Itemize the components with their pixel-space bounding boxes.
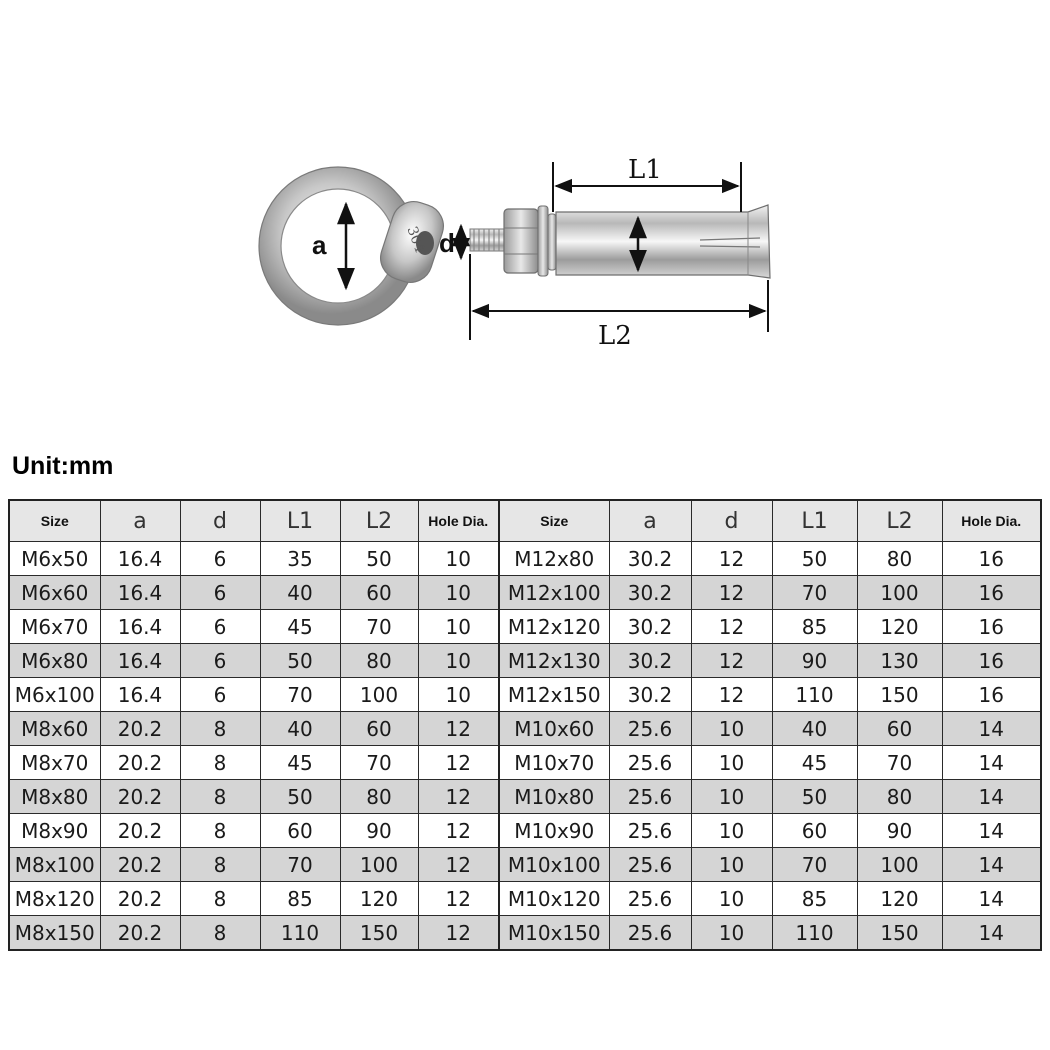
cell-l1: 85 <box>260 882 340 916</box>
cell-hole-dia: 10 <box>418 610 499 644</box>
cell-size: M6x70 <box>9 610 100 644</box>
cell-l2: 120 <box>857 882 942 916</box>
cell-d: 6 <box>180 576 260 610</box>
cell-a: 16.4 <box>100 644 180 678</box>
cell-d: 8 <box>180 746 260 780</box>
cell-a: 16.4 <box>100 610 180 644</box>
cell-l2: 90 <box>857 814 942 848</box>
cell-hole-dia: 14 <box>942 916 1041 951</box>
cell-size: M12x150 <box>499 678 609 712</box>
cell-hole-dia: 14 <box>942 882 1041 916</box>
cell-l2: 120 <box>340 882 418 916</box>
material-stamp: 304 <box>403 224 428 255</box>
cell-hole-dia: 14 <box>942 848 1041 882</box>
cell-l2: 50 <box>340 542 418 576</box>
cell-size: M10x150 <box>499 916 609 951</box>
cell-hole-dia: 10 <box>418 576 499 610</box>
hex-nut <box>504 209 538 273</box>
cell-size: M10x100 <box>499 848 609 882</box>
header-l2: L2 <box>857 500 942 542</box>
cell-l1: 70 <box>772 576 857 610</box>
cell-l1: 110 <box>260 916 340 951</box>
cell-a: 20.2 <box>100 746 180 780</box>
cell-l1: 70 <box>260 678 340 712</box>
table-row <box>9 610 1041 644</box>
cell-d: 6 <box>180 610 260 644</box>
table-row <box>9 848 1041 882</box>
cell-l2: 150 <box>857 916 942 951</box>
cell-d: 8 <box>180 848 260 882</box>
cell-l2: 100 <box>340 848 418 882</box>
cell-hole-dia: 10 <box>418 644 499 678</box>
cell-a: 20.2 <box>100 814 180 848</box>
cell-l2: 90 <box>340 814 418 848</box>
dim-a-label: a <box>312 230 327 260</box>
table-row <box>9 916 1041 951</box>
cell-a: 20.2 <box>100 848 180 882</box>
cell-l1: 110 <box>772 678 857 712</box>
cell-l2: 60 <box>857 712 942 746</box>
table-row <box>9 542 1041 576</box>
table-row <box>9 780 1041 814</box>
table-row <box>9 712 1041 746</box>
cell-a: 25.6 <box>609 916 691 951</box>
cell-size: M12x130 <box>499 644 609 678</box>
cell-l1: 40 <box>772 712 857 746</box>
cell-hole-dia: 16 <box>942 678 1041 712</box>
cell-d: 6 <box>180 678 260 712</box>
header-hole-dia: Hole Dia. <box>418 500 499 542</box>
cell-d: 8 <box>180 882 260 916</box>
cell-l2: 80 <box>857 780 942 814</box>
cell-hole-dia: 12 <box>418 746 499 780</box>
cell-size: M8x60 <box>9 712 100 746</box>
cell-a: 30.2 <box>609 576 691 610</box>
dim-d-label: d <box>439 228 455 258</box>
cell-size: M10x120 <box>499 882 609 916</box>
cell-hole-dia: 16 <box>942 576 1041 610</box>
cell-a: 30.2 <box>609 644 691 678</box>
cell-d: 10 <box>691 916 772 951</box>
cell-a: 25.6 <box>609 882 691 916</box>
cell-d: 8 <box>180 814 260 848</box>
header-size: Size <box>9 500 100 542</box>
cell-l2: 150 <box>857 678 942 712</box>
cell-size: M6x50 <box>9 542 100 576</box>
cell-a: 25.6 <box>609 712 691 746</box>
cell-hole-dia: 14 <box>942 746 1041 780</box>
cell-hole-dia: 10 <box>418 542 499 576</box>
eye-bolt-diagram <box>0 0 1050 440</box>
cell-a: 25.6 <box>609 746 691 780</box>
header-a: a <box>100 500 180 542</box>
cell-a: 25.6 <box>609 814 691 848</box>
cell-d: 12 <box>691 542 772 576</box>
cell-size: M6x100 <box>9 678 100 712</box>
cell-hole-dia: 12 <box>418 848 499 882</box>
cell-hole-dia: 14 <box>942 780 1041 814</box>
cell-a: 25.6 <box>609 780 691 814</box>
header-l1: L1 <box>260 500 340 542</box>
cell-d: 6 <box>180 644 260 678</box>
table-body <box>9 542 1041 951</box>
cell-size: M8x80 <box>9 780 100 814</box>
cell-l2: 120 <box>857 610 942 644</box>
cell-l1: 60 <box>260 814 340 848</box>
washer <box>538 206 548 276</box>
cell-d: 8 <box>180 780 260 814</box>
cell-l2: 100 <box>857 848 942 882</box>
cell-d: 12 <box>691 678 772 712</box>
dim-l1-label: L1 <box>628 155 662 185</box>
cell-size: M10x70 <box>499 746 609 780</box>
cell-a: 30.2 <box>609 610 691 644</box>
header-d: d <box>691 500 772 542</box>
cell-size: M8x90 <box>9 814 100 848</box>
cell-a: 20.2 <box>100 780 180 814</box>
header-l1: L1 <box>772 500 857 542</box>
cell-l2: 70 <box>857 746 942 780</box>
header-hole-dia: Hole Dia. <box>942 500 1041 542</box>
cell-l1: 60 <box>772 814 857 848</box>
cell-hole-dia: 12 <box>418 814 499 848</box>
cell-size: M6x80 <box>9 644 100 678</box>
cell-size: M8x150 <box>9 916 100 951</box>
cell-d: 10 <box>691 712 772 746</box>
cell-size: M10x80 <box>499 780 609 814</box>
cell-a: 16.4 <box>100 576 180 610</box>
cell-hole-dia: 14 <box>942 814 1041 848</box>
cell-a: 30.2 <box>609 542 691 576</box>
table-row <box>9 644 1041 678</box>
cell-l1: 45 <box>772 746 857 780</box>
cell-size: M12x120 <box>499 610 609 644</box>
cell-l1: 50 <box>772 542 857 576</box>
cell-size: M10x90 <box>499 814 609 848</box>
cell-a: 20.2 <box>100 882 180 916</box>
cell-l1: 110 <box>772 916 857 951</box>
cell-l1: 50 <box>260 780 340 814</box>
cell-l1: 90 <box>772 644 857 678</box>
cell-d: 10 <box>691 746 772 780</box>
cell-a: 16.4 <box>100 678 180 712</box>
cell-l2: 80 <box>340 780 418 814</box>
cell-d: 10 <box>691 780 772 814</box>
table-row <box>9 746 1041 780</box>
cell-hole-dia: 12 <box>418 916 499 951</box>
cell-size: M12x80 <box>499 542 609 576</box>
cell-l1: 70 <box>260 848 340 882</box>
cell-d: 8 <box>180 712 260 746</box>
cell-hole-dia: 14 <box>942 712 1041 746</box>
cell-hole-dia: 16 <box>942 610 1041 644</box>
cell-a: 30.2 <box>609 678 691 712</box>
cell-hole-dia: 10 <box>418 678 499 712</box>
cell-d: 12 <box>691 610 772 644</box>
cell-d: 12 <box>691 576 772 610</box>
cell-l2: 70 <box>340 610 418 644</box>
cell-d: 12 <box>691 644 772 678</box>
cell-l1: 45 <box>260 746 340 780</box>
header-d: d <box>180 500 260 542</box>
cell-l2: 100 <box>340 678 418 712</box>
cell-l1: 70 <box>772 848 857 882</box>
spec-table <box>8 499 1042 951</box>
cell-l1: 85 <box>772 610 857 644</box>
cell-l1: 40 <box>260 576 340 610</box>
cell-a: 20.2 <box>100 712 180 746</box>
cell-d: 10 <box>691 814 772 848</box>
cell-d: 10 <box>691 848 772 882</box>
table-row <box>9 814 1041 848</box>
dim-l2-label: L2 <box>598 321 632 351</box>
cell-hole-dia: 16 <box>942 542 1041 576</box>
cell-hole-dia: 12 <box>418 780 499 814</box>
cell-size: M8x120 <box>9 882 100 916</box>
cell-size: M12x100 <box>499 576 609 610</box>
cell-l1: 50 <box>772 780 857 814</box>
cell-l2: 80 <box>857 542 942 576</box>
table-row <box>9 678 1041 712</box>
cell-d: 8 <box>180 916 260 951</box>
cell-l1: 45 <box>260 610 340 644</box>
cell-l2: 80 <box>340 644 418 678</box>
table-row <box>9 576 1041 610</box>
cell-l1: 40 <box>260 712 340 746</box>
cell-size: M6x60 <box>9 576 100 610</box>
cell-size: M10x60 <box>499 712 609 746</box>
cell-hole-dia: 12 <box>418 712 499 746</box>
cell-l2: 60 <box>340 576 418 610</box>
cell-d: 6 <box>180 542 260 576</box>
cell-l2: 150 <box>340 916 418 951</box>
header-l2: L2 <box>340 500 418 542</box>
cell-size: M8x100 <box>9 848 100 882</box>
header-size: Size <box>499 500 609 542</box>
spring-washer <box>548 214 556 270</box>
cell-l2: 130 <box>857 644 942 678</box>
cell-l2: 100 <box>857 576 942 610</box>
cell-l1: 50 <box>260 644 340 678</box>
table-row <box>9 882 1041 916</box>
cell-l2: 70 <box>340 746 418 780</box>
cell-l1: 85 <box>772 882 857 916</box>
cell-l1: 35 <box>260 542 340 576</box>
cell-a: 20.2 <box>100 916 180 951</box>
unit-title: Unit:mm <box>12 452 114 480</box>
header-a: a <box>609 500 691 542</box>
cell-a: 16.4 <box>100 542 180 576</box>
cell-a: 25.6 <box>609 848 691 882</box>
cell-d: 10 <box>691 882 772 916</box>
cell-hole-dia: 16 <box>942 644 1041 678</box>
expansion-sleeve <box>556 205 770 278</box>
table-header-row <box>9 500 1041 542</box>
cell-l2: 60 <box>340 712 418 746</box>
cell-size: M8x70 <box>9 746 100 780</box>
cell-hole-dia: 12 <box>418 882 499 916</box>
